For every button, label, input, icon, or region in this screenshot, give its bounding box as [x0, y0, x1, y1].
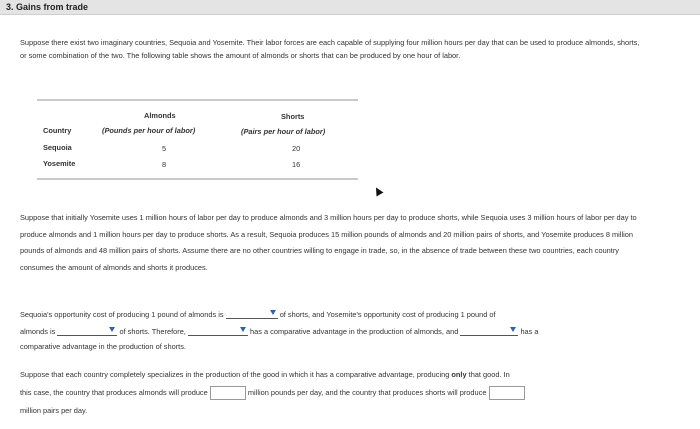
- row-yosemite-almonds: 8: [162, 160, 167, 169]
- table-bottom-rule: [37, 178, 358, 180]
- chevron-down-icon: [510, 327, 516, 332]
- q1-line-1: Sequoia's opportunity cost of producing 1 pound of almonds is of shorts, and Yosemite's opportunity cost of producing 1 pound of: [20, 307, 496, 319]
- chevron-down-icon: [240, 327, 246, 332]
- table-top-rule: [37, 99, 358, 101]
- row-sequoia-shorts: 20: [292, 144, 301, 153]
- shorts-production-input[interactable]: [489, 386, 525, 400]
- q2-line-2: this case, the country that produces almonds will produce million pounds per day, and the country that produces shorts will produce: [20, 386, 525, 400]
- header-almonds-unit: (Pounds per hour of labor): [102, 126, 196, 135]
- mouse-cursor-icon: [373, 186, 384, 197]
- header-almonds: Almonds: [144, 111, 176, 120]
- scenario-paragraph: Suppose that initially Yosemite uses 1 million hours of labor per day to produce almonds and 3 million hours per day to produce shorts, while Sequoia uses 3 million hours of labor per day to produce almonds and 1 million hours per day to produce shorts. As a result, Sequoia produces 15 million pounds of almonds and 20 million pairs of shorts, and Yosemite produces 8 million pounds of almonds and 48 million pairs of shorts. Assume there are no other countries willing to engage in trade, so, in the absence of trade between these two countries, each country consumes the amount of almonds and shorts it produces.: [20, 213, 637, 272]
- yosemite-opportunity-cost-dropdown[interactable]: [57, 324, 117, 336]
- q2-line-1: Suppose that each country completely specializes in the production of the good in which it has a comparative advantage, producing only that good. In: [20, 370, 510, 379]
- sequoia-opportunity-cost-dropdown[interactable]: [226, 307, 278, 319]
- intro-paragraph: Suppose there exist two imaginary countries, Sequoia and Yosemite. Their labor forces are each capable of supplying four million hours per day that can be used to produce almonds, shorts, or some combination of the two. The following table shows the amount of almonds or shorts that can be produced by one hour of labor.: [20, 38, 640, 60]
- section-header: [0, 0, 700, 15]
- q1-line-3: comparative advantage in the production of shorts.: [20, 342, 186, 351]
- almonds-production-input[interactable]: [210, 386, 246, 400]
- almonds-advantage-country-dropdown[interactable]: [188, 324, 248, 336]
- section-title: 3. Gains from trade: [6, 2, 89, 12]
- header-shorts: Shorts: [281, 112, 305, 121]
- header-country: Country: [43, 126, 72, 135]
- row-sequoia-country: Sequoia: [43, 143, 72, 152]
- row-yosemite-shorts: 16: [292, 160, 301, 169]
- chevron-down-icon: [109, 327, 115, 332]
- row-sequoia-almonds: 5: [162, 144, 167, 153]
- q1-line-2: almonds is of shorts. Therefore, has a comparative advantage in the production of almonds, and has a: [20, 324, 539, 336]
- chevron-down-icon: [270, 310, 276, 315]
- header-shorts-unit: (Pairs per hour of labor): [241, 127, 326, 136]
- row-yosemite-country: Yosemite: [43, 159, 76, 168]
- shorts-advantage-country-dropdown[interactable]: [460, 324, 518, 336]
- q2-line-3: million pairs per day.: [20, 406, 88, 415]
